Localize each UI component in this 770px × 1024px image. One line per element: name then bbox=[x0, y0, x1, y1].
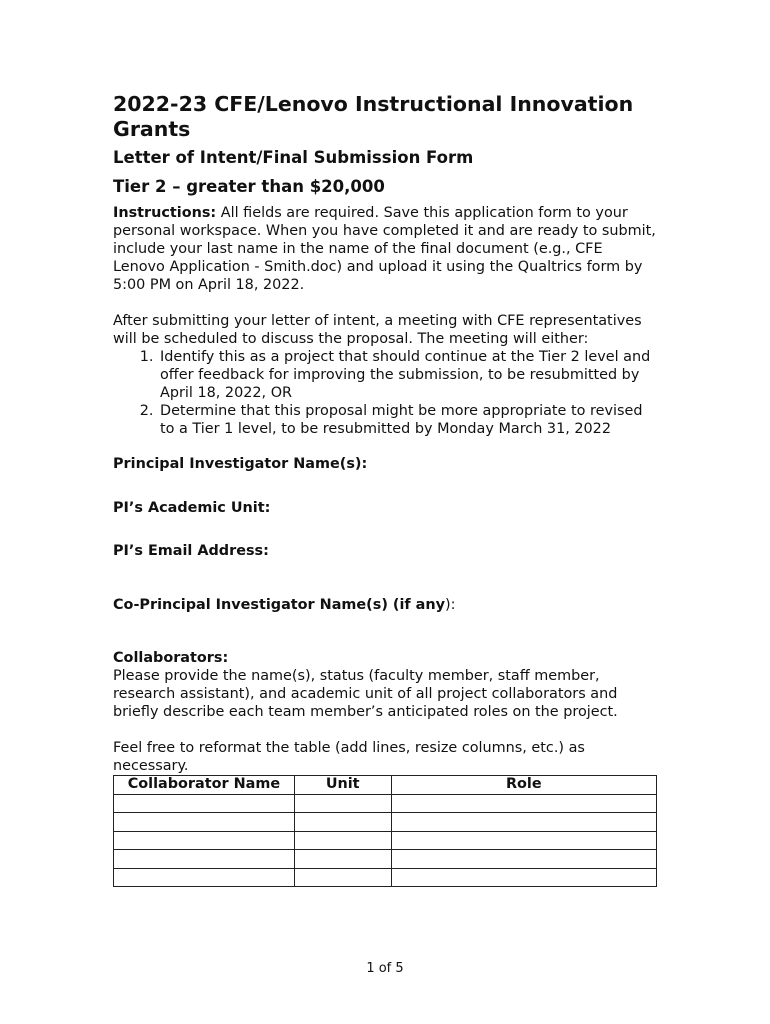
table-row bbox=[114, 813, 657, 832]
instructions-label: Instructions: bbox=[113, 205, 217, 221]
outcome-item-2: 2. Determine that this proposal might be more appropriate to revised to a Tier 1 level, to be resubmitted by Monday March 31, 2022 bbox=[158, 402, 658, 438]
table-cell[interactable] bbox=[294, 850, 391, 869]
column-header-collaborator-name: Collaborator Name bbox=[114, 776, 295, 795]
table-cell[interactable] bbox=[114, 850, 295, 869]
form-subtitle: Letter of Intent/Final Submission Form bbox=[113, 148, 474, 167]
table-cell[interactable] bbox=[391, 813, 656, 832]
pi-unit-label: PI’s Academic Unit: bbox=[113, 500, 271, 516]
table-cell[interactable] bbox=[391, 868, 656, 887]
table-cell[interactable] bbox=[114, 794, 295, 813]
table-row bbox=[114, 831, 657, 850]
after-submit-paragraph: After submitting your letter of intent, a meeting with CFE representatives will be scheduled to discuss the proposal. The meeting will either: bbox=[113, 313, 642, 347]
pi-email-label: PI’s Email Address: bbox=[113, 543, 269, 559]
column-header-role: Role bbox=[391, 776, 656, 795]
table-row bbox=[114, 868, 657, 887]
table-cell[interactable] bbox=[114, 868, 295, 887]
page-number: 1 of 5 bbox=[366, 961, 404, 976]
tier-heading: Tier 2 – greater than $20,000 bbox=[113, 177, 385, 196]
table-row bbox=[114, 794, 657, 813]
table-cell[interactable] bbox=[391, 794, 656, 813]
table-cell[interactable] bbox=[114, 831, 295, 850]
pi-name-label: Principal Investigator Name(s): bbox=[113, 456, 368, 472]
collaborators-heading: Collaborators: bbox=[113, 650, 229, 666]
table-cell[interactable] bbox=[391, 831, 656, 850]
document-title: 2022-23 CFE/Lenovo Instructional Innovation Grants bbox=[113, 92, 634, 141]
document-page bbox=[113, 92, 658, 887]
table-cell[interactable] bbox=[294, 813, 391, 832]
table-cell[interactable] bbox=[294, 831, 391, 850]
collaborators-description: Please provide the name(s), status (faculty member, staff member, research assistant), and academic unit of all project collaborators and briefly describe each team member’s anticipated roles on the project. bbox=[113, 668, 618, 720]
instructions-text: All fields are required. Save this application form to your personal workspace. When you have completed it and are ready to submit, include your last name in the name of the final document (e.g., CFE Lenovo Application - Smith.doc) and upload it using the Qualtrics form by 5:00 PM on April 18, 2022. bbox=[113, 205, 656, 293]
instructions-paragraph bbox=[113, 204, 658, 294]
table-cell[interactable] bbox=[391, 850, 656, 869]
column-header-unit: Unit bbox=[294, 776, 391, 795]
reformat-note: Feel free to reformat the table (add lines, resize columns, etc.) as necessary. bbox=[113, 740, 585, 774]
table-cell[interactable] bbox=[294, 868, 391, 887]
copi-name-label bbox=[113, 596, 658, 614]
copi-label-suffix: ): bbox=[445, 597, 456, 613]
table-cell[interactable] bbox=[114, 813, 295, 832]
table-header-row bbox=[114, 776, 657, 795]
collaborators-table bbox=[113, 775, 657, 887]
copi-label-text: Co-Principal Investigator Name(s) (if any bbox=[113, 597, 446, 613]
outcomes-list bbox=[113, 348, 658, 438]
table-cell[interactable] bbox=[294, 794, 391, 813]
table-row bbox=[114, 850, 657, 869]
outcome-item-1: 1. Identify this as a project that should continue at the Tier 2 level and offer feedback for improving the submission, to be resubmitted by April 18, 2022, OR bbox=[158, 348, 658, 402]
